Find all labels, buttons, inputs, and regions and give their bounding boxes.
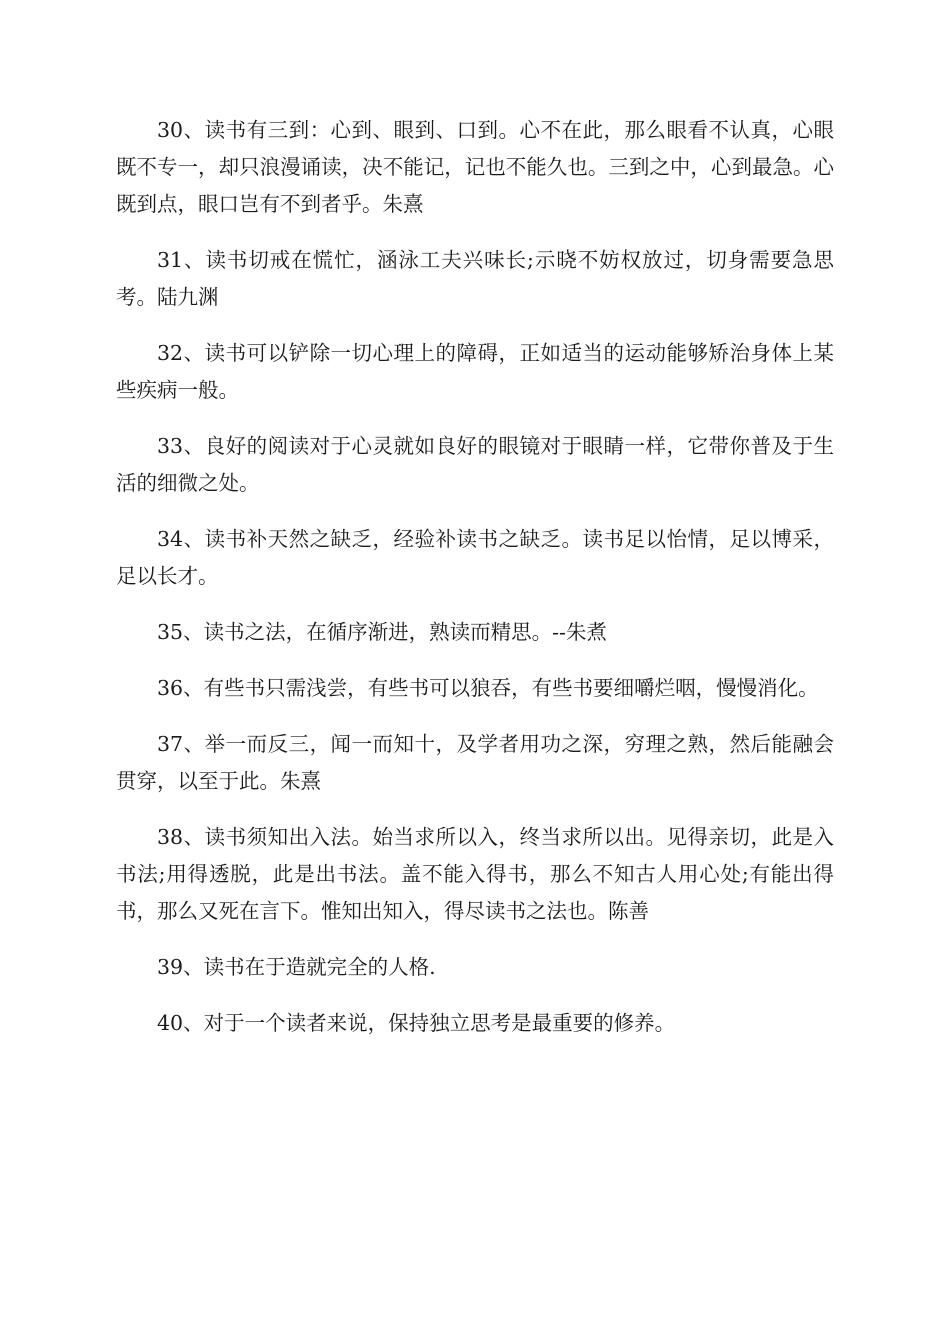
quote-paragraph-36: 36、有些书只需浅尝，有些书可以狼吞，有些书要细嚼烂咽，慢慢消化。: [157, 676, 819, 700]
quote-paragraph-33: 33、良好的阅读对于心灵就如良好的眼镜对于眼睛一样，它带你普及于生活的细微之处。: [116, 434, 834, 495]
quote-paragraph-39: 39、读书在于造就完全的人格.: [157, 955, 436, 979]
quote-paragraph-34: 34、读书补天然之缺乏，经验补读书之缺乏。读书足以怡情，足以博采，足以长才。: [116, 527, 834, 588]
quote-paragraph-40: 40、对于一个读者来说，保持独立思考是最重要的修养。: [157, 1011, 676, 1035]
document-body: [116, 112, 834, 1061]
quote-paragraph-32: 32、读书可以铲除一切心理上的障碍，正如适当的运动能够矫治身体上某些疾病一般。: [116, 341, 834, 402]
quote-paragraph-37: 37、举一而反三，闻一而知十，及学者用功之深，穷理之熟，然后能融会贯穿，以至于此。朱熹: [116, 732, 834, 793]
quote-paragraph-35: 35、读书之法，在循序渐进，熟读而精思。--朱煮: [157, 620, 607, 644]
quote-paragraph-31: 31、读书切戒在慌忙，涵泳工夫兴味长;示晓不妨权放过，切身需要急思考。陆九渊: [116, 248, 834, 309]
quote-paragraph-30: 30、读书有三到：心到、眼到、口到。心不在此，那么眼看不认真，心眼既不专一，却只浪漫诵读，决不能记，记也不能久也。三到之中，心到最急。心既到点，眼口岂有不到者乎。朱熹: [116, 118, 834, 216]
quote-paragraph-38: 38、读书须知出入法。始当求所以入，终当求所以出。见得亲切，此是入书法;用得透脱，此是出书法。盖不能入得书，那么不知古人用心处;有能出得书，那么又死在言下。惟知出知入，得尽读书之法也。陈善: [116, 825, 834, 923]
